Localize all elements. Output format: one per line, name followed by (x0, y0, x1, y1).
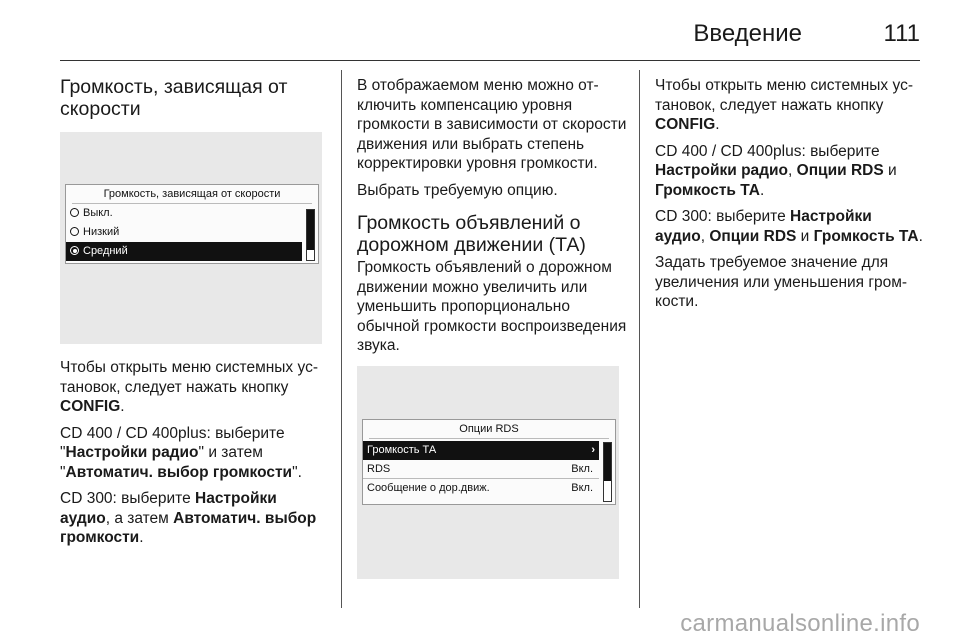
section-heading-speed-volume: Громкость, зависящая от скорости (60, 76, 288, 120)
paragraph-ta-description: Громкость объявлений о дорожном движении можно увеличить или уменьшить пропорционально обычной громкости воспроизведения звука. (357, 259, 627, 354)
display-scrollbar (306, 209, 315, 261)
paragraph-menu-description: В отображаемом меню можно отключить компенсацию уровня громкости в зависимости от скорости движения или выбрать степень корректировки уровня громкости. (357, 77, 627, 172)
paragraph-config: Чтобы открыть меню системных установок, следует нажать кнопку CONFIG. (655, 77, 913, 133)
display-menu-rds (362, 419, 616, 505)
section-heading-ta-volume: Громкость объявлений о дорожном движении (ТА) (357, 212, 586, 256)
paragraph-cd300: CD 300: выберите Настройки аудио, Опции RDS и Громкость ТА. (655, 208, 923, 245)
paragraph-cd300: CD 300: выберите Настройки аудио, а затем Автоматич. выбор громкости. (60, 490, 317, 546)
chapter-title: Введение (693, 20, 802, 47)
column-3 (655, 76, 923, 319)
scrollbar-thumb (307, 210, 314, 250)
chevron-right-icon: › (591, 443, 595, 456)
watermark: carmanualsonline.info (680, 610, 920, 637)
radio-on-icon (70, 246, 79, 255)
display-option-low: Низкий (66, 223, 302, 242)
display-title: Громкость, зависящая от скорости (72, 185, 312, 204)
paragraph-select-option: Выбрать требуемую опцию. (357, 181, 558, 199)
paragraph-set-value: Задать требуемое значение для увеличения или уменьшения громкости. (655, 254, 908, 310)
column-2 (357, 76, 627, 579)
paragraph-config: Чтобы открыть меню системных установок, следует нажать кнопку CONFIG. (60, 359, 318, 415)
display-option-medium-selected: Средний (66, 242, 302, 261)
scrollbar-thumb (604, 443, 611, 481)
radio-off-icon (70, 208, 79, 217)
column-1 (60, 76, 328, 555)
display-row-traffic-message: Сообщение о дор.движ. Вкл. (367, 481, 593, 494)
display-option-off: Выкл. (66, 204, 302, 223)
column-divider-2 (639, 70, 640, 608)
screen-image-rds-options (357, 366, 619, 579)
page-number: 111 (883, 20, 920, 47)
paragraph-cd400: CD 400 / CD 400plus: выберите Настройки радио, Опции RDS и Громкость ТА. (655, 142, 897, 199)
display-row-ta-volume-selected: Громкость ТА › (363, 441, 599, 460)
screen-image-speed-volume (60, 132, 322, 344)
radio-off-icon (70, 227, 79, 236)
display-title: Опции RDS (369, 420, 609, 439)
column-divider-1 (341, 70, 342, 608)
display-scrollbar (603, 442, 612, 502)
page-header (60, 14, 920, 54)
display-menu (65, 184, 319, 264)
header-divider (60, 60, 920, 61)
paragraph-cd400: CD 400 / CD 400plus: выберите "Настройки радио" и затем "Автоматич. выбор громкости". (60, 424, 302, 481)
display-row-rds: RDS Вкл. (363, 460, 599, 479)
